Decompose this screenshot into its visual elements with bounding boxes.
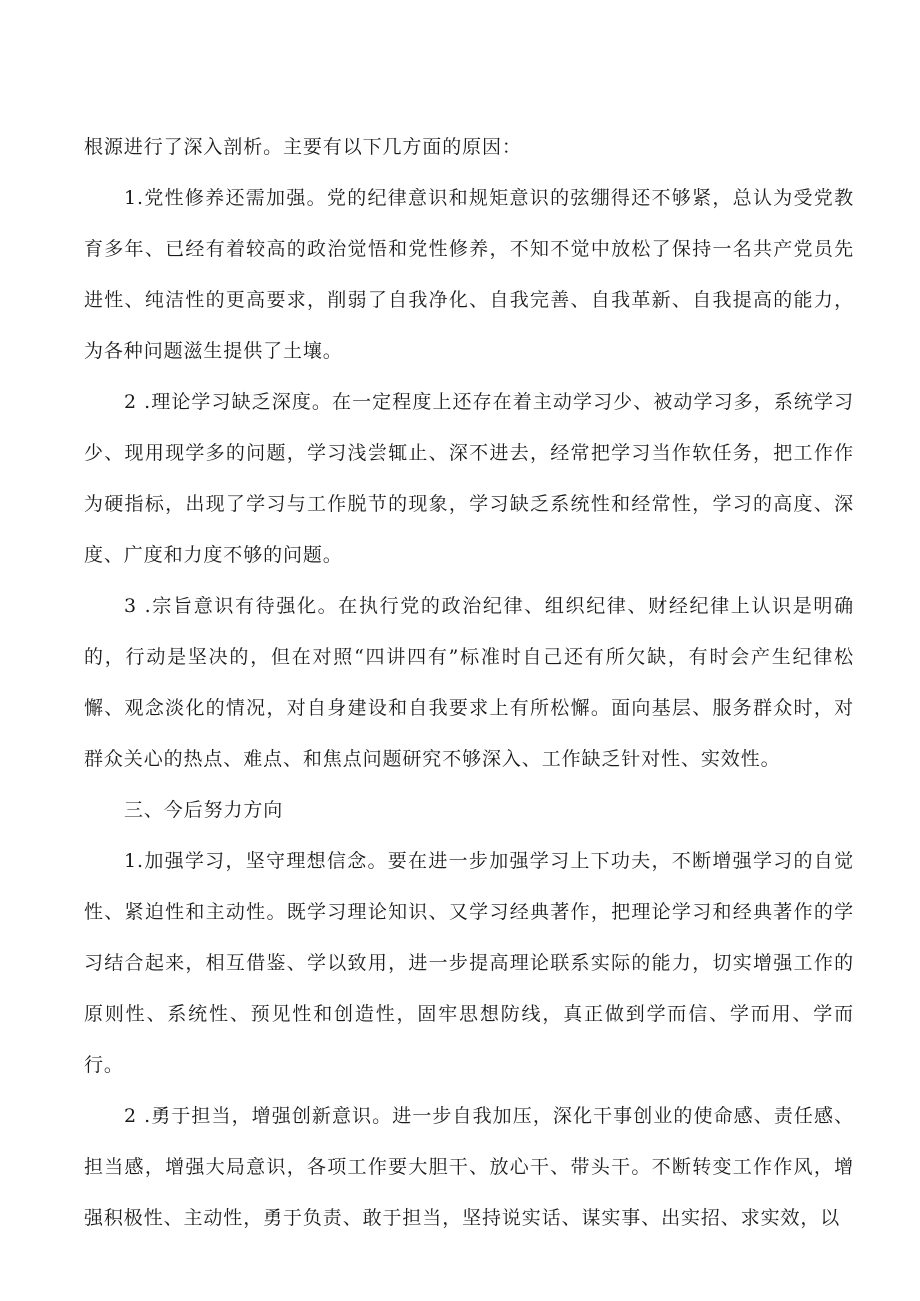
paragraph-cause-1: 1.党性修养还需加强。党的纪律意识和规矩意识的弦绷得还不够紧，总认为受党教育多年、已经有着较高的政治觉悟和党性修养，不知不觉中放松了保持一名共产党员先进性、纯洁性的更高要求，削弱了自我净化、自我完善、自我革新、自我提高的能力，为各种问题滋生提供了土壤。 bbox=[84, 187, 854, 362]
paragraph-direction-1: 1.加强学习，坚守理想信念。要在进一步加强学习上下功夫，不断增强学习的自觉性、紧迫性和主动性。既学习理论知识、又学习经典著作，把理论学习和经典著作的学习结合起来，相互借鉴、学以致用，进一步提高理论联系实际的能力，切实增强工作的原则性、系统性、预见性和创造性，固牢思想防线，真正做到学而信、学而用、学而行。 bbox=[84, 850, 854, 1076]
paragraph-intro: 根源进行了深入剖析。主要有以下几方面的原因： bbox=[84, 136, 522, 158]
section-heading-direction: 三、今后努力方向 bbox=[124, 799, 284, 821]
paragraph-cause-2: 2 .理论学习缺乏深度。在一定程度上还存在着主动学习少、被动学习多，系统学习少、现用现学多的问题，学习浅尝辄止、深不进去，经常把学习当作软任务，把工作作为硬指标，出现了学习与工作脱节的现象，学习缺乏系统性和经常性，学习的高度、深度、广度和力度不够的问题。 bbox=[84, 391, 854, 566]
document-body bbox=[84, 122, 854, 1244]
paragraph-direction-2: 2 .勇于担当，增强创新意识。进一步自我加压，深化干事创业的使命感、责任感、担当感，增强大局意识，各项工作要大胆干、放心干、带头干。不断转变工作作风，增强积极性、主动性，勇于负责、敢于担当，坚持说实话、谋实事、出实招、求实效，以 bbox=[84, 1105, 854, 1229]
paragraph-cause-3: 3 .宗旨意识有待强化。在执行党的政治纪律、组织纪律、财经纪律上认识是明确的，行动是坚决的，但在对照“四讲四有”标准时自己还有所欠缺，有时会产生纪律松懈、观念淡化的情况，对自身建设和自我要求上有所松懈。面向基层、服务群众时，对群众关心的热点、难点、和焦点问题研究不够深入、工作缺乏针对性、实效性。 bbox=[84, 595, 854, 770]
